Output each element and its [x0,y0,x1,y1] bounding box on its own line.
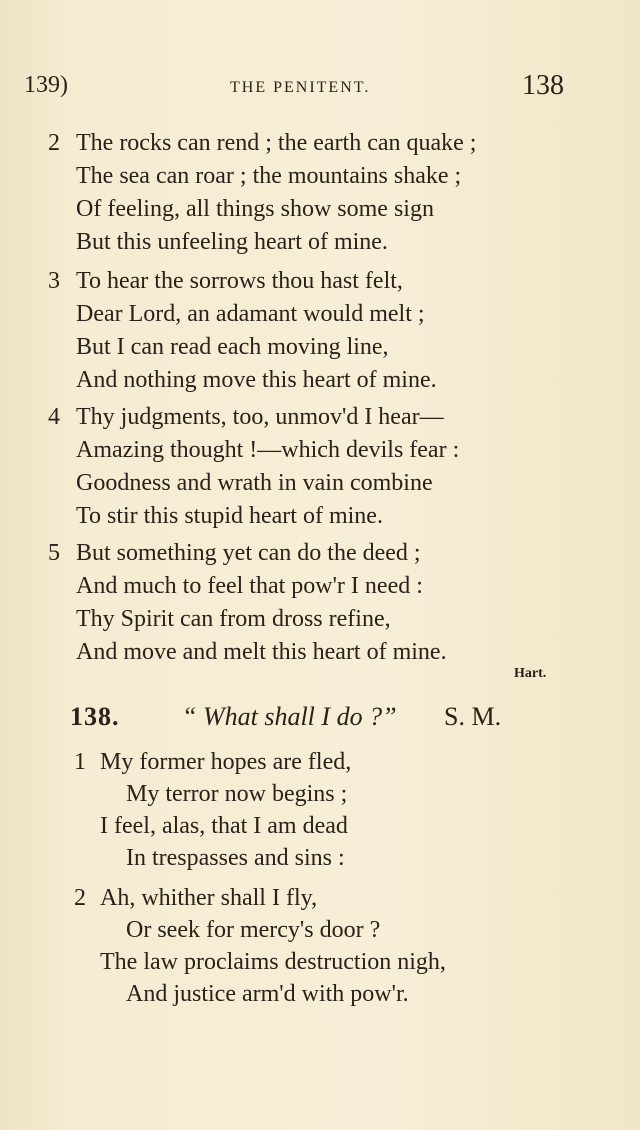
header-left-number: 139) [24,72,68,98]
verse-line: 4 Thy judgments, too, unmov'd I hear— [48,401,588,434]
verse-line: The law proclaims destruction nigh, [100,949,446,975]
verse-line: Goodness and wrath in vain combine [76,470,433,496]
verse-line: 3 To hear the sorrows thou hast felt, [48,265,588,298]
verse-line: Amazing thought !—which devils fear : [76,437,460,463]
hymn2-stanza-2 [74,882,594,1010]
stanza-number: 3 [48,268,60,294]
verse-line: But this unfeeling heart of mine. [76,229,388,255]
stanza-number: 1 [74,749,86,775]
verse-line: To stir this stupid heart of mine. [76,503,383,529]
stanza-5 [48,537,588,669]
verse-line: And move and melt this heart of mine. [76,639,447,665]
hymn-title: “ What shall I do ?” [182,702,397,731]
verse-line: Thy Spirit can from dross refine, [76,606,391,632]
header-title: THE PENITENT. [230,79,371,96]
verse-line: 1 My former hopes are fled, [74,746,594,778]
verse-line: In trespasses and sins : [126,845,345,871]
stanza-number: 4 [48,404,60,430]
verse-line: And nothing move this heart of mine. [76,367,437,393]
stanza-2 [48,127,588,259]
hymn-heading [70,702,590,738]
verse-line: My terror now begins ; [126,781,348,807]
verse-line: 2 Ah, whither shall I fly, [74,882,594,914]
hymn-meter: S. M. [444,702,502,731]
stanza-number: 2 [48,130,60,156]
hymn-number: 138. [70,702,120,731]
verse-line: But I can read each moving line, [76,334,389,360]
hymn2-stanza-1 [74,746,594,874]
stanza-4 [48,401,588,533]
verse-line: I feel, alas, that I am dead [100,813,348,839]
verse-line: Or seek for mercy's door ? [126,917,381,943]
verse-line: The sea can roar ; the mountains shake ; [76,163,462,189]
running-header [24,70,564,106]
stanza-3 [48,265,588,397]
hymn-author: Hart. [514,666,547,681]
verse-line: And much to feel that pow'r I need : [76,573,423,599]
verse-line: Dear Lord, an adamant would melt ; [76,301,425,327]
stanza-number: 2 [74,885,86,911]
verse-line: And justice arm'd with pow'r. [126,981,409,1007]
verse-line: 2 The rocks can rend ; the earth can quake ; [48,127,588,160]
verse-line: Of feeling, all things show some sign [76,196,434,222]
verse-line: 5 But something yet can do the deed ; [48,537,588,570]
page-number: 138 [522,70,564,101]
stanza-number: 5 [48,540,60,566]
